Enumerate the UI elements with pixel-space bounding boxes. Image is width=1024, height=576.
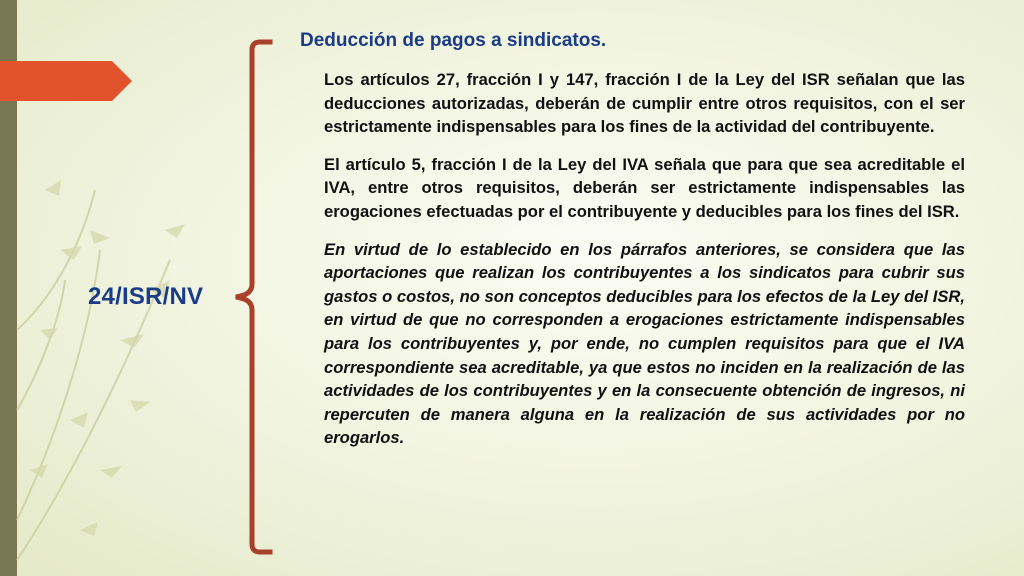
paragraph-conclusion: En virtud de lo establecido en los párrafos anteriores, se considera que las aportaciones que realizan los contribuyentes a los sindicatos para cubrir sus gastos o costos, no son conceptos deducibles para los efectos de la Ley del ISR, en virtud de que no corresponden a erogaciones estrictamente indispensables para los contribuyentes y, por ende, no cumplen requisitos para que el IVA correspondiente sea acreditable, ya que estos no inciden en la realización de las actividades de los contribuyentes y en la consecuente obtención de ingresos, ni repercuten de manera alguna en la realización de sus actividades por no erogarlos. (324, 239, 965, 448)
bracket-brace (230, 38, 280, 556)
arrow-tab-shape (0, 61, 132, 101)
document-code-label: 24/ISR/NV (88, 283, 204, 310)
paragraph-iva-article: El artículo 5, fracción I de la Ley del IVA señala que para que sea acreditable el IVA, entre otros requisitos, deberán ser estrictamente indispensables las erogaciones efectuadas por el contribuyente y deducibles para los fines del ISR. (324, 154, 965, 221)
slide-heading: Deducción de pagos a sindicatos. (300, 30, 607, 51)
paragraph-isr-articles: Los artículos 27, fracción I y 147, fracción I de la Ley del ISR señalan que las deducciones autorizadas, deberán de cumplir entre otros requisitos, con el ser estrictamente indispensables para los fines de la actividad del contribuyente. (324, 70, 965, 137)
content-area (300, 28, 965, 450)
